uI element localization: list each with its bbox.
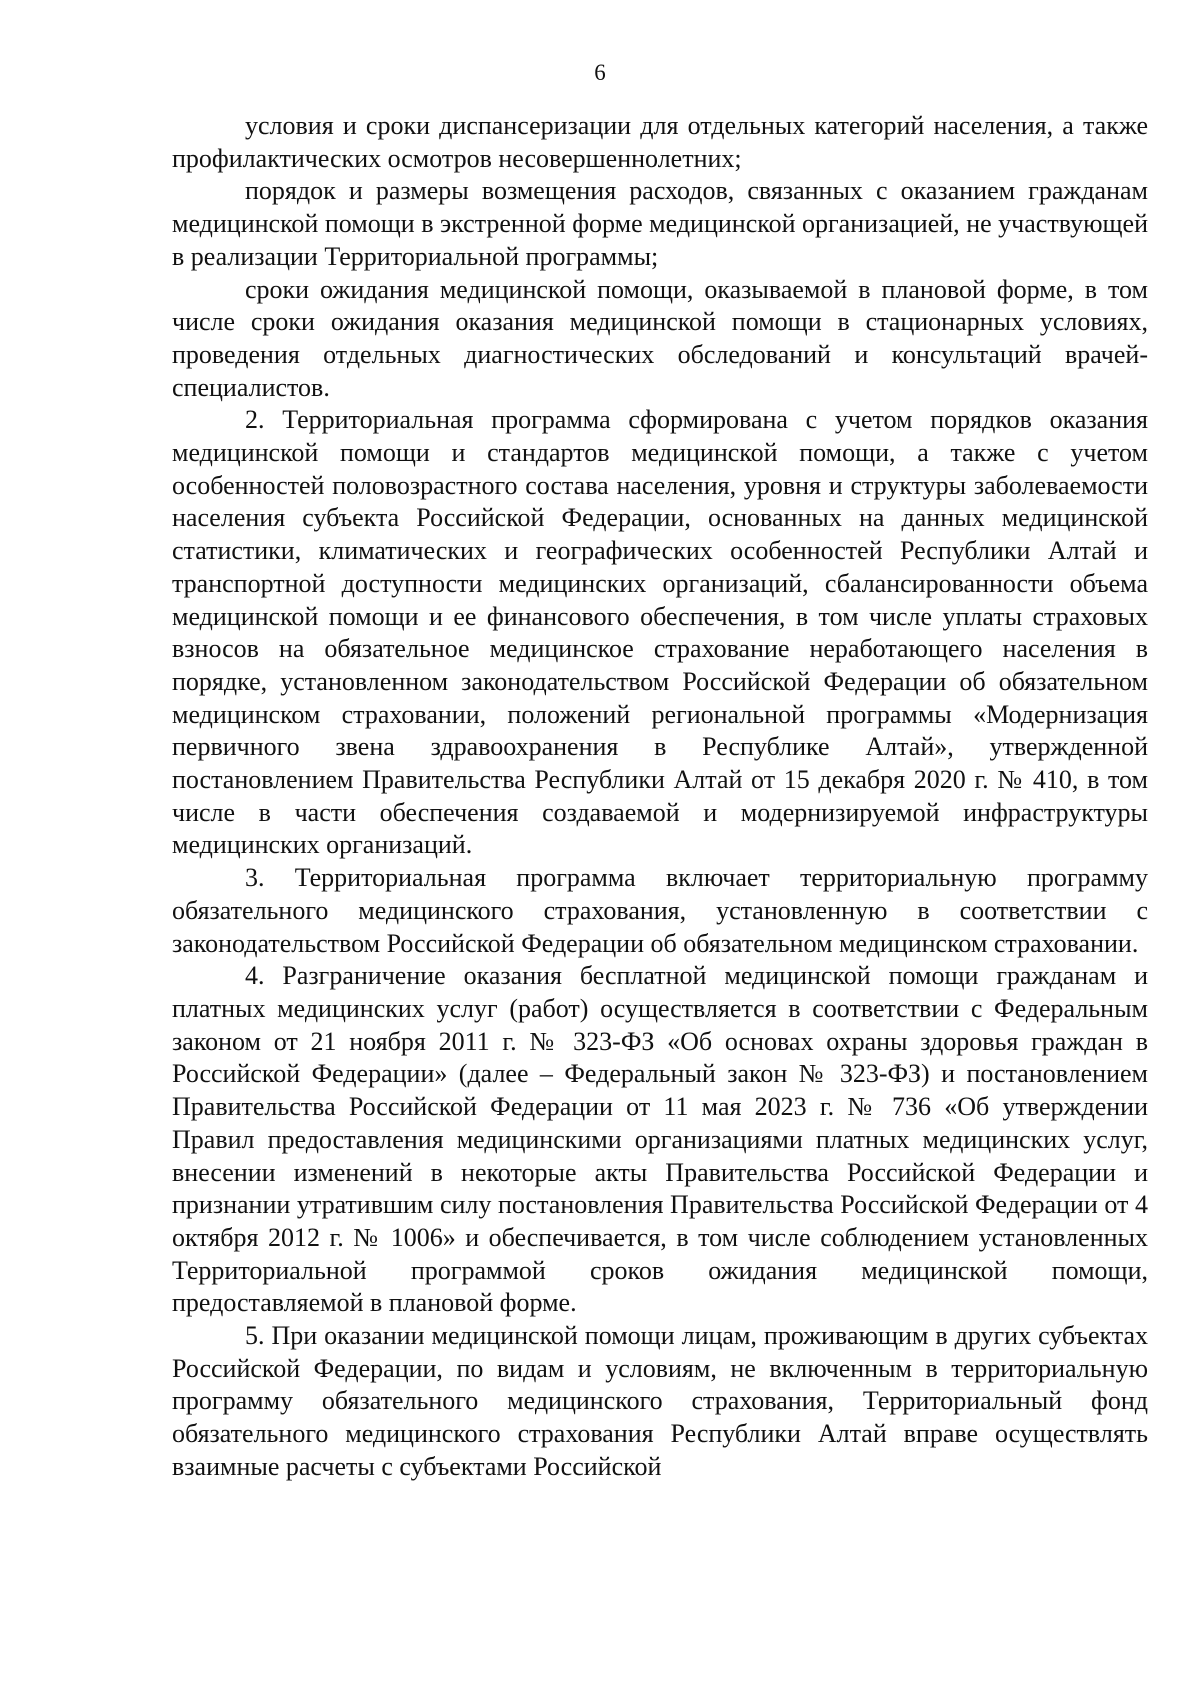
paragraph-section-3: 3. Территориальная программа включает территориальную программу обязательного медицинского страхования, установленную в соответствии с законодательством Российской Федерации об обязательном медицинском страховании. bbox=[172, 863, 1148, 958]
paragraph-dispensary-terms: условия и сроки диспансеризации для отдельных категорий населения, а также профилактических осмотров несовершеннолетних; bbox=[172, 111, 1148, 173]
paragraph-section-4: 4. Разграничение оказания бесплатной медицинской помощи гражданам и платных медицинских услуг (работ) осуществляется в соответствии с Федеральным законом от 21 ноября 2011 г. № 323-ФЗ «Об основах охраны здоровья граждан в Российской Федерации» (далее – Федеральный закон № 323-ФЗ) и постановлением Правительства Российской Федерации от 11 мая 2023 г. № 736 «Об утверждении Правил предоставления медицинскими организациями платных медицинских услуг, внесении изменений в некоторые акты Правительства Российской Федерации и признании утратившим силу постановления Правительства Российской Федерации от 4 октября 2012 г. № 1006» и обеспечивается, в том числе соблюдением установленных Территориальной программой сроков ожидания медицинской помощи, предоставляемой в плановой форме. bbox=[172, 961, 1148, 1318]
paragraph-emergency-reimbursement: порядок и размеры возмещения расходов, связанных с оказанием гражданам медицинской помощи в экстренной форме медицинской организацией, не участвующей в реализации Территориальной программы; bbox=[172, 176, 1148, 271]
document-body bbox=[172, 110, 1148, 1484]
paragraph-section-5: 5. При оказании медицинской помощи лицам, проживающим в других субъектах Российской Федерации, по видам и условиям, не включенным в территориальную программу обязательного медицинского страхования, Территориальный фонд обязательного медицинского страхования Республики Алтай вправе осуществлять взаимные расчеты с субъектами Российской bbox=[172, 1321, 1148, 1481]
paragraph-waiting-times: сроки ожидания медицинской помощи, оказываемой в плановой форме, в том числе сроки ожидания оказания медицинской помощи в стационарных условиях, проведения отдельных диагностических обследований и консультаций врачей-специалистов. bbox=[172, 274, 1148, 402]
page-number: 6 bbox=[594, 60, 606, 85]
paragraph-section-2: 2. Территориальная программа сформирована с учетом порядков оказания медицинской помощи и стандартов медицинской помощи, а также с учетом особенностей половозрастного состава населения, уровня и структуры заболеваемости населения субъекта Российской Федерации, основанных на данных медицинской статистики, климатических и географических особенностей Республики Алтай и транспортной доступности медицинских организаций, сбалансированности объема медицинской помощи и ее финансового обеспечения, в том числе уплаты страховых взносов на обязательное медицинское страхование неработающего населения в порядке, установленном законодательством Российской Федерации об обязательном медицинском страховании, положений региональной программы «Модернизация первичного звена здравоохранения в Республике Алтай», утвержденной постановлением Правительства Республики Алтай от 15 декабря 2020 г. № 410, в том числе в части обеспечения создаваемой и модернизируемой инфраструктуры медицинских организаций. bbox=[172, 405, 1148, 860]
